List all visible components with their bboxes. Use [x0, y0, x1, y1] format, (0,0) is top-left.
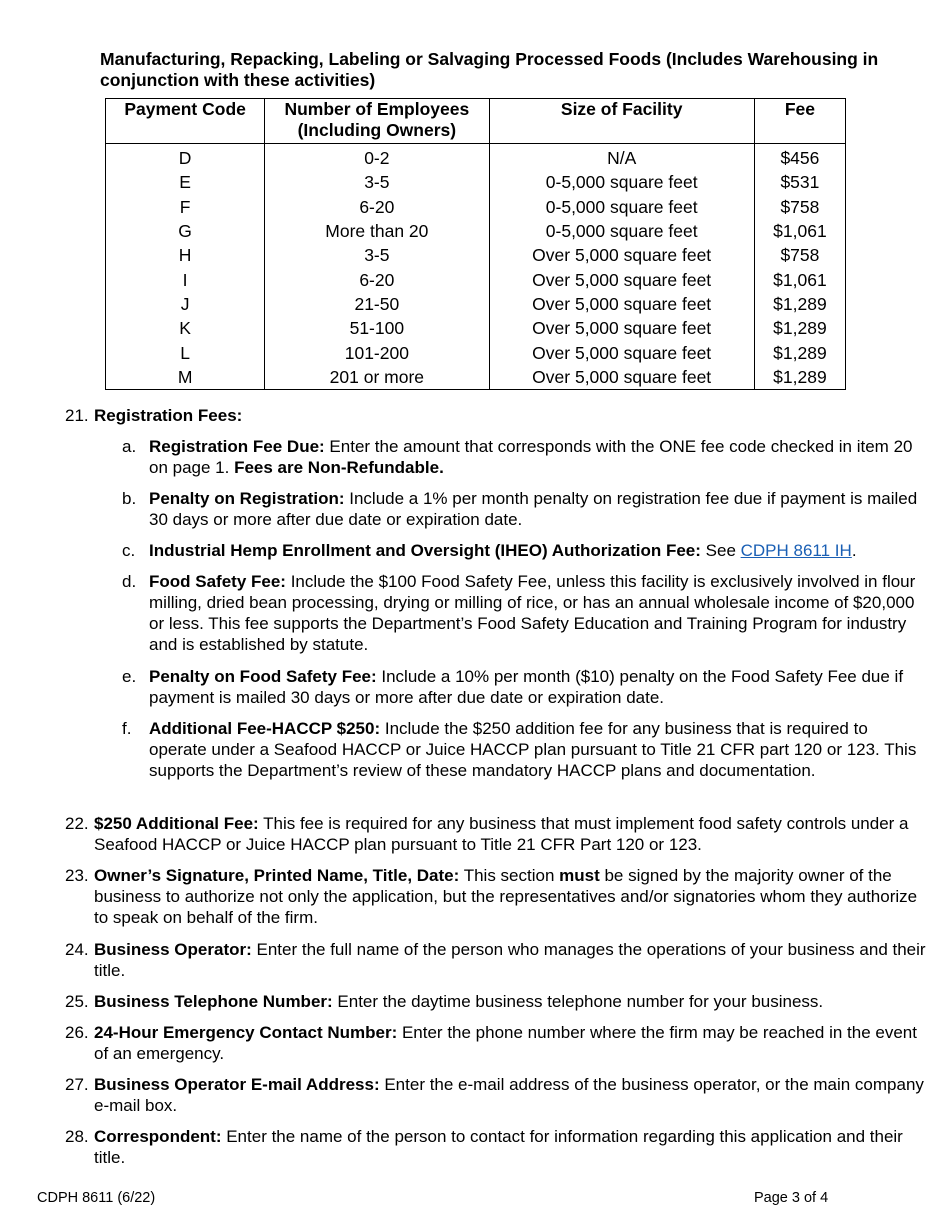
item-bold: Business Telephone Number: — [94, 992, 333, 1011]
item-body: Include the $250 addition fee for any business that is required to operate under a Seafood HACCP or Juice HACCP plan pursuant to Title 21 CFR part 120 or 123. This supports the Department’s review of these mandatory HACCP plans and documentation. — [149, 719, 917, 780]
cell-employees: 6-20 — [265, 267, 489, 291]
item-21c — [122, 540, 930, 561]
header-payment-code: Payment Code — [106, 99, 265, 144]
cell-code: K — [106, 316, 265, 340]
cell-employees: 101-200 — [265, 340, 489, 364]
item-text — [94, 813, 930, 855]
item-number: 28. — [65, 1127, 89, 1146]
item-body: See — [700, 541, 741, 560]
item-body: Enter the full name of the person who manages the operations of your business and their title. — [94, 940, 926, 980]
table-row — [106, 292, 846, 316]
item-body: This section — [459, 866, 560, 885]
cell-code: E — [106, 170, 265, 194]
item-number: 27. — [65, 1075, 89, 1094]
item-bold: Food Safety Fee: — [149, 572, 286, 591]
cell-employees: 51-100 — [265, 316, 489, 340]
item-bold: Registration Fee Due: — [149, 437, 325, 456]
section-heading: Manufacturing, Repacking, Labeling or Salvaging Processed Foods (Includes Warehousing in conjunction with these activities) — [100, 49, 879, 90]
cell-size: 0-5,000 square feet — [489, 170, 754, 194]
item-bold: Penalty on Food Safety Fee: — [149, 667, 377, 686]
item-bold: Penalty on Registration: — [149, 489, 345, 508]
table-row — [106, 170, 846, 194]
item-number: 21. — [65, 406, 89, 425]
cell-employees: 6-20 — [265, 195, 489, 219]
item-21e — [122, 666, 930, 708]
item-21d — [122, 571, 930, 655]
item-26 — [65, 1022, 930, 1064]
table-row — [106, 243, 846, 267]
cell-fee: $1,289 — [754, 316, 845, 340]
table-row — [106, 144, 846, 171]
item-28 — [65, 1126, 930, 1168]
header-employees-line1: Number of Employees — [284, 99, 470, 119]
item-text — [94, 1022, 930, 1064]
item-text — [149, 436, 930, 478]
item-bold: Owner’s Signature, Printed Name, Title, Date: — [94, 866, 460, 885]
cell-fee: $1,289 — [754, 292, 845, 316]
page-number: Page 3 of 4 — [754, 1190, 829, 1206]
item-number: 24. — [65, 940, 89, 959]
form-number: CDPH 8611 (6/22) — [37, 1190, 156, 1206]
item-body: Enter the phone number where the firm may be reached in the event of an emergency. — [94, 1023, 917, 1063]
cell-employees: 201 or more — [265, 365, 489, 390]
item-after: . — [851, 541, 857, 560]
item-23 — [65, 865, 930, 928]
cell-employees: 0-2 — [265, 144, 489, 171]
cell-fee: $758 — [754, 195, 845, 219]
cell-fee: $456 — [754, 144, 845, 171]
table-header-row — [106, 99, 846, 144]
item-bold: Additional Fee-HACCP $250: — [149, 719, 381, 738]
item-text — [149, 718, 930, 781]
cell-size: Over 5,000 square feet — [489, 340, 754, 364]
cell-code: H — [106, 243, 265, 267]
item-number: 23. — [65, 866, 89, 885]
item-text — [94, 1074, 930, 1116]
item-body: This fee is required for any business that must implement food safety controls under a Seafood HACCP or Juice HACCP plan pursuant to Title 21 CFR Part 120 or 123. — [94, 814, 909, 854]
table-row — [106, 267, 846, 291]
item-text — [94, 939, 930, 981]
item-body: Include the $100 Food Safety Fee, unless this facility is exclusively involved in flour milling, dried bean processing, drying or milling of rice, or has an annual wholesale income of $20,000 or less. This fee supports the Department’s Food Safety Education and Training Program for industry and is established by statute. — [149, 572, 916, 654]
item-27 — [65, 1074, 930, 1116]
item-body: Include a 10% per month ($10) penalty on the Food Safety Fee due if payment is mailed 30 days or more after due date or expiration date. — [149, 667, 904, 707]
cell-employees: More than 20 — [265, 219, 489, 243]
cell-fee: $531 — [754, 170, 845, 194]
cdph-8611-ih-link[interactable]: CDPH 8611 IH — [740, 541, 852, 560]
cell-code: J — [106, 292, 265, 316]
cell-size: Over 5,000 square feet — [489, 267, 754, 291]
cell-employees: 21-50 — [265, 292, 489, 316]
item-number: 25. — [65, 992, 89, 1011]
item-22 — [65, 813, 930, 855]
cell-size: N/A — [489, 144, 754, 171]
cell-size: Over 5,000 square feet — [489, 243, 754, 267]
item-body: Enter the amount that corresponds with the ONE fee code checked in item 20 on page 1. — [149, 437, 913, 477]
cell-code: M — [106, 365, 265, 390]
cell-size: Over 5,000 square feet — [489, 292, 754, 316]
item-bold-2: must — [559, 866, 600, 885]
cell-size: Over 5,000 square feet — [489, 365, 754, 390]
cell-fee: $758 — [754, 243, 845, 267]
cell-fee: $1,061 — [754, 267, 845, 291]
item-title: Registration Fees: — [94, 406, 243, 425]
cell-code: L — [106, 340, 265, 364]
cell-code: I — [106, 267, 265, 291]
cell-code: F — [106, 195, 265, 219]
item-21a — [122, 436, 930, 478]
item-bold: Correspondent: — [94, 1127, 222, 1146]
item-bold: 24-Hour Emergency Contact Number: — [94, 1023, 398, 1042]
item-letter: b. — [122, 489, 137, 508]
item-21f — [122, 718, 930, 781]
item-letter: f. — [122, 719, 132, 738]
item-number: 22. — [65, 814, 89, 833]
item-body: Include a 1% per month penalty on registration fee due if payment is mailed 30 days or more after due date or expiration date. — [149, 489, 918, 529]
header-employees-line2: (Including Owners) — [297, 120, 457, 140]
item-text — [149, 540, 930, 561]
cell-code: D — [106, 144, 265, 171]
item-letter: c. — [122, 541, 136, 560]
header-employees — [265, 99, 489, 144]
item-letter: e. — [122, 667, 137, 686]
item-text — [94, 991, 930, 1012]
item-bold: Business Operator E-mail Address: — [94, 1075, 380, 1094]
table-row — [106, 365, 846, 390]
item-text — [94, 1126, 930, 1168]
cell-employees: 3-5 — [265, 170, 489, 194]
item-bold-2: Fees are Non-Refundable. — [234, 458, 444, 477]
table-row — [106, 316, 846, 340]
cell-fee: $1,061 — [754, 219, 845, 243]
item-21b — [122, 488, 930, 530]
header-size: Size of Facility — [489, 99, 754, 144]
item-bold: Industrial Hemp Enrollment and Oversight (IHEO) Authorization Fee: — [149, 541, 701, 560]
item-bold: $250 Additional Fee: — [94, 814, 259, 833]
cell-code: G — [106, 219, 265, 243]
cell-fee: $1,289 — [754, 365, 845, 390]
item-25 — [65, 991, 930, 1012]
item-number: 26. — [65, 1023, 89, 1042]
table-row — [106, 219, 846, 243]
item-body: Enter the name of the person to contact for information regarding this application and their title. — [94, 1127, 903, 1167]
cell-size: 0-5,000 square feet — [489, 219, 754, 243]
item-24 — [65, 939, 930, 981]
item-letter: a. — [122, 437, 137, 456]
cell-fee: $1,289 — [754, 340, 845, 364]
item-letter: d. — [122, 572, 137, 591]
header-fee: Fee — [754, 99, 845, 144]
item-text — [149, 666, 930, 708]
item-text — [149, 571, 930, 655]
fee-table — [105, 98, 846, 390]
table-row — [106, 195, 846, 219]
item-21 — [65, 405, 930, 426]
item-body: Enter the e-mail address of the business operator, or the main company e-mail box. — [94, 1075, 924, 1115]
item-text — [94, 865, 930, 928]
cell-size: Over 5,000 square feet — [489, 316, 754, 340]
cell-size: 0-5,000 square feet — [489, 195, 754, 219]
cell-employees: 3-5 — [265, 243, 489, 267]
item-text — [149, 488, 930, 530]
item-bold: Business Operator: — [94, 940, 252, 959]
item-body: Enter the daytime business telephone number for your business. — [332, 992, 824, 1011]
item-body-2: be signed by the majority owner of the business to authorize not only the application, but the representatives and/or signatories whom they authorize to speak on behalf of the firm. — [94, 866, 918, 927]
table-row — [106, 340, 846, 364]
